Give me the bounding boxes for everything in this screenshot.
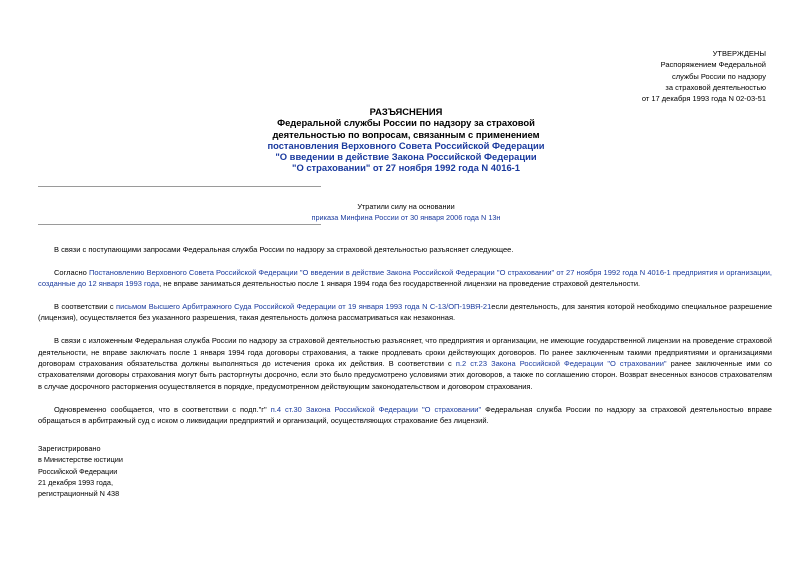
- title-link-line[interactable]: "О введении в действие Закона Российской Федерации: [275, 151, 537, 163]
- paragraph-4: [38, 335, 772, 392]
- document-body: [38, 244, 772, 438]
- title-line: Федеральной службы России по надзору за страховой: [277, 117, 535, 129]
- registration-line: Российской Федерации: [38, 466, 118, 476]
- approval-line: Распоряжением Федеральной: [660, 60, 766, 70]
- approval-line: УТВЕРЖДЕНЫ: [712, 49, 766, 58]
- paragraph-3: [38, 301, 772, 324]
- registration-line: в Министерстве юстиции: [38, 455, 123, 465]
- paragraph-text: В связи с изложенным Федеральная служба России по надзору за страховой деятельностью разъясняет, что предприятия и организации, не имеющие государственной лицензии на проведение страховой деятельности, не вправе заключать после 1 января 1994 года договоры страхования, а также продлевать сроки действующих договоров. По ранее заключенным такими предприятиями и организациями договорам страхования обязательства должны выполняться до истечения срока их действия. В соответствии с: [38, 336, 772, 369]
- paragraph-text: Согласно: [54, 267, 89, 277]
- title-link-line[interactable]: постановления Верховного Совета Российской Федерации: [267, 139, 545, 151]
- law-article-30-link[interactable]: п.4 ст.30 Закона Российской Федерации "О страховании": [270, 404, 482, 414]
- title-link-line[interactable]: "О страховании" от 27 ноября 1992 года N 4016-1: [292, 162, 520, 174]
- law-article-23-link[interactable]: п.2 ст.23 Закона Российской Федерации "О страховании": [455, 359, 667, 369]
- divider-top: [38, 186, 321, 187]
- title-line: деятельностью по вопросам, связанным с применением: [272, 128, 540, 140]
- paragraph-5: [38, 404, 772, 427]
- paragraph-1: [38, 244, 772, 255]
- paragraph-text: Одновременно сообщается, что в соответствии с подп."г": [54, 404, 271, 414]
- approval-line: за страховой деятельностью: [665, 82, 766, 92]
- arbitration-letter-link[interactable]: письмом Высшего Арбитражного Суда Российской Федерации от 19 января 1993 года N С-13/ОП-19ВЯ-21: [116, 302, 492, 311]
- status-note: Утратили силу на основании: [357, 202, 455, 211]
- approval-line: от 17 декабря 1993 года N 02-03-51: [641, 94, 766, 104]
- title-resolution-link[interactable]: [200, 140, 612, 174]
- paragraph-2: [38, 267, 772, 290]
- paragraph-text: Федеральная служба России по надзору за страховой деятельностью вправе обращаться в арбитражный суд с иском о ликвидации предприятий и организаций, осуществляющих страхование без лицензий.: [38, 404, 772, 426]
- status-order-link[interactable]: приказа Минфина России от 30 января 2006 года N 13н: [311, 213, 501, 222]
- paragraph-text: , не вправе заниматься деятельностью после 1 января 1994 года без государственной лицензии на проведение страховой деятельности.: [159, 279, 641, 289]
- approval-line: службы России по надзору: [671, 71, 766, 81]
- paragraph-text: В соответствии с: [54, 302, 117, 311]
- registration-block: [38, 443, 123, 499]
- document-title: [200, 106, 612, 174]
- divider-bottom: [38, 224, 321, 225]
- approval-stamp: [566, 48, 766, 104]
- registration-line: регистрационный N 438: [38, 489, 120, 499]
- paragraph-text: ранее заключенные ими со страхователями договоры страхования могут быть расторгнуты досрочно, если это было предусмотрено условиями этих договоров, а также по соглашению сторон. Возврат внесенных взносов страхователям в случае досрочного расторжения осуществляется в порядке, предусмотренном действующим законодательством и договором страхования.: [38, 359, 772, 391]
- resolution-link[interactable]: Постановлению Верховного Совета Российской Федерации "О введении в действие Закона Российской Федерации "О страховании" от 27 ноября 1992 года N 4016-1 предприятия и организации, созданные до 12 января 1993 года: [38, 267, 772, 289]
- registration-line: Зарегистрировано: [38, 444, 101, 453]
- paragraph-text: В связи с поступающими запросами Федеральная служба России по надзору за страховой деятельностью разъясняет следующее.: [54, 245, 514, 254]
- paragraph-text: если деятельность, для занятия которой необходимо специальное разрешение (лицензия), осуществляется без указанного разрешения, такая деятельность должна рассматриваться как незаконная.: [38, 302, 773, 323]
- title-heading: РАЗЪЯСНЕНИЯ: [369, 106, 443, 117]
- registration-line: 21 декабря 1993 года,: [38, 477, 114, 487]
